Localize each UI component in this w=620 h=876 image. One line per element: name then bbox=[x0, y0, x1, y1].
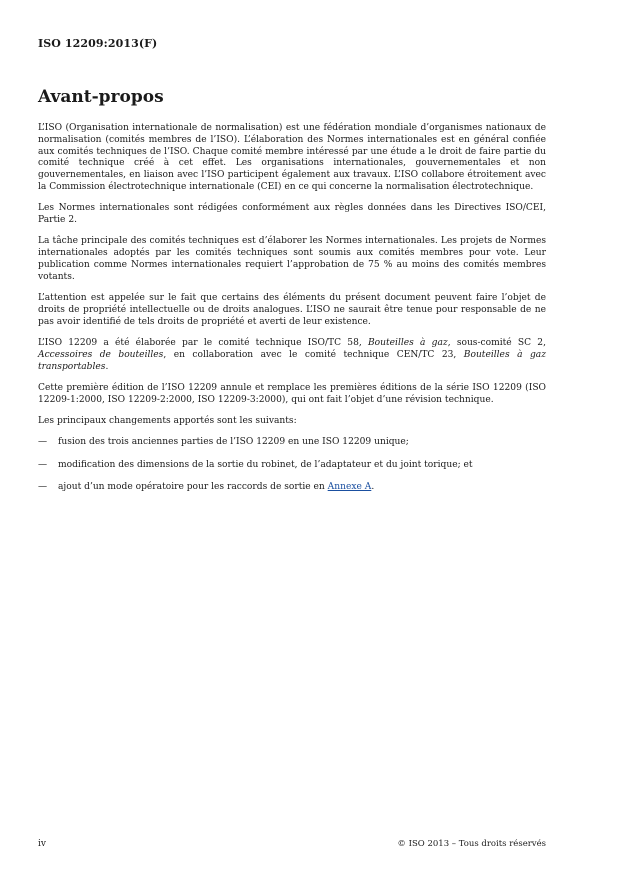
list-item-end: . bbox=[371, 481, 375, 492]
paragraph-directives: Les Normes internationales sont rédigées conformément aux règles données dans les Directives ISO/CEI, Partie 2. bbox=[38, 203, 546, 226]
document-page bbox=[38, 0, 546, 876]
list-dash: — bbox=[38, 437, 48, 448]
copyright-notice: © ISO 2013 – Tous droits réservés bbox=[397, 839, 546, 849]
committee-title-gas-cylinders: Bouteilles à gaz bbox=[367, 337, 448, 348]
paragraph-iso-overview: L’ISO (Organisation internationale de normalisation) est une fédération mondiale d’organismes nationaux de normalisation (comités membres de l’ISO). L’élaboration des Normes internationales est en général confiée aux comités techniques de l’ISO. Chaque comité membre intéressé par une étude a le droit de faire partie du comité technique créé à cet effet. Les organisations internationales, gouvernementales et non gouvernementales, en liaison avec l’ISO participent également aux travaux. L’ISO collabore étroitement avec la Commission électrotechnique internationale (CEI) en ce qui concerne la normalisation électrotechnique. bbox=[38, 123, 546, 192]
changes-list bbox=[38, 437, 546, 493]
list-item bbox=[38, 482, 546, 494]
foreword-body bbox=[38, 123, 546, 504]
document-identifier: ISO 12209:2013(F) bbox=[38, 37, 158, 50]
list-item-text: fusion des trois anciennes parties de l’ISO 12209 en une ISO 12209 unique; bbox=[58, 437, 409, 448]
list-item bbox=[38, 460, 546, 472]
cen-committee-title: Bouteilles à gaz transportables bbox=[38, 349, 546, 372]
preparation-text-1: L’ISO 12209 a été élaborée par le comité technique ISO/TC 58, bbox=[38, 337, 368, 348]
list-item-text: ajout d’un mode opératoire pour les raccords de sortie en bbox=[58, 481, 328, 492]
subcommittee-title-accessories: Accessoires de bouteilles bbox=[38, 349, 164, 360]
preparation-text-3: , en collaboration avec le comité technique CEN/TC 23, bbox=[163, 349, 464, 360]
paragraph-preparation bbox=[38, 338, 546, 373]
paragraph-changes-intro: Les principaux changements apportés sont les suivants: bbox=[38, 415, 297, 426]
preparation-text-2: , sous-comité SC 2, bbox=[447, 337, 546, 348]
page-number: iv bbox=[38, 839, 46, 849]
list-dash: — bbox=[38, 481, 48, 492]
paragraph-patent-rights: L’attention est appelée sur le fait que certains des éléments du présent document peuvent faire l’objet de droits de propriété intellectuelle ou de droits analogues. L’ISO ne saurait être tenue pour responsable de ne pas avoir identifié de tels droits de propriété et averti de leur existence. bbox=[38, 293, 546, 327]
list-item bbox=[38, 437, 546, 449]
list-item-text: modification des dimensions de la sortie du robinet, de l’adaptateur et du joint torique; et bbox=[58, 459, 473, 470]
list-dash: — bbox=[38, 459, 48, 470]
section-title: Avant-propos bbox=[38, 87, 164, 107]
paragraph-technical-committees: La tâche principale des comités techniques est d’élaborer les Normes internationales. Les projets de Normes internationales adoptés par les comités techniques sont soumis aux comités membres pour vote. Leur publication comme Normes internationales requiert l’approbation de 75 % au moins des comités membres votants. bbox=[38, 236, 546, 282]
paragraph-edition: Cette première édition de l’ISO 12209 annule et remplace les premières éditions de la série ISO 12209 (ISO 12209-1:2000, ISO 12209-2:2000, ISO 12209-3:2000), qui ont fait l’objet d’une révision technique. bbox=[38, 382, 546, 405]
preparation-text-4: . bbox=[105, 361, 109, 372]
annex-a-link[interactable]: Annexe A bbox=[327, 481, 372, 492]
